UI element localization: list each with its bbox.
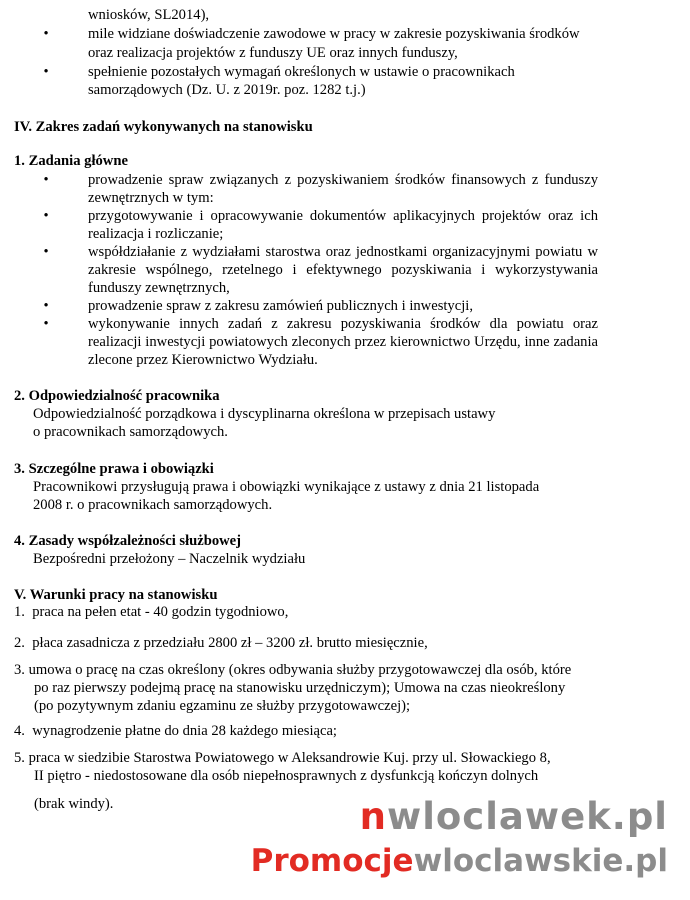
intro-bullet-3 [36,63,56,81]
intro-text: wniosków, SL2014), [88,7,210,23]
responsibility-line-1: Odpowiedzialność porządkowa i dyscyplinarna określona w przepisach ustawy [33,406,496,422]
condition-item-2 [14,634,428,652]
item-number: 2. [14,635,25,651]
intro-bullet-2 [36,25,56,43]
supervisor-line: Bezpośredni przełożony – Naczelnik wydziału [33,551,306,567]
intro-text-2b: oraz realizacja projektów z funduszy UE oraz innych funduszy, [88,45,458,61]
subsection-1-heading: 1. Zadania główne [14,153,128,169]
item-number: 4. [14,723,25,739]
list-item: • współdziałanie z wydziałami starostwa oraz jednostkami organizacyjnymi powiatu w zakresie wspólnego, rzetelnego i efektywnego pozyskiwania i wykorzystywania funduszy zewnętrznych, [0,243,690,297]
bullet-dot-icon: • [43,298,49,314]
item-text: umowa o pracę na czas określony (okres odbywania służby przygotowawczej dla osób, które [28,662,572,678]
subsection-4-heading: 4. Zasady współzależności służbowej [14,533,242,549]
item-number: 3. [14,662,25,678]
item-text: praca na pełen etat - 40 godzin tygodniowo, [32,604,289,620]
section-iv-heading: IV. Zakres zadań wykonywanych na stanowisku [14,119,313,135]
condition-item-1 [14,603,288,621]
subsection-2-heading: 2. Odpowiedzialność pracownika [14,388,220,404]
watermark-gray-part: wloclawskie.pl [413,843,668,879]
condition-item-4 [14,722,337,740]
watermark-logo-line-1 [359,795,668,838]
bullet-dot-icon: • [43,172,49,188]
tasks-list [0,171,690,369]
responsibility-line-2: o pracownikach samorządowych. [33,424,228,440]
bullet-dot-icon: • [43,316,49,332]
list-item: • prowadzenie spraw związanych z pozyskiwaniem środków finansowych z funduszy zewnętrznych w tym: [0,171,690,207]
bullet-dot-icon: • [43,244,49,260]
bullet-dot-icon: • [43,208,49,224]
elevator-note: (brak windy). [34,796,114,812]
item-text: (po pozytywnym zdaniu egzaminu ze służby przygotowawczej); [34,698,411,714]
item-text: wynagrodzenie płatne do dnia 28 każdego miesiąca; [32,723,337,739]
list-item: • prowadzenie spraw z zakresu zamówień publicznych i inwestycji, [0,297,690,315]
watermark-logo-line-2 [250,843,668,879]
subsection-3-heading: 3. Szczególne prawa i obowiązki [14,461,214,477]
watermark-red-part: Promocje [250,843,414,879]
list-item: • przygotowywanie i opracowywanie dokumentów aplikacyjnych projektów oraz ich realizacja i rozliczanie; [0,207,690,243]
item-text: po raz pierwszy podejmą pracę na stanowisku urzędniczym); Umowa na czas nieokreślony [34,680,566,696]
condition-item-5 [14,749,551,785]
bullet-dot-icon: • [43,64,49,80]
rights-line-2: 2008 r. o pracownikach samorządowych. [33,497,273,513]
bullet-dot-icon: • [43,26,49,42]
item-text: płaca zasadnicza z przedziału 2800 zł – 3200 zł. brutto miesięcznie, [32,635,428,651]
intro-line-1 [88,6,209,24]
watermark-gray-part: wloclawek.pl [387,795,668,838]
item-number: 5. [14,750,25,766]
item-number: 1. [14,604,25,620]
item-text: II piętro - niedostosowane dla osób niepełnosprawnych z dysfunkcją kończyn dolnych [34,768,539,784]
section-v-heading: V. Warunki pracy na stanowisku [14,587,218,603]
intro-text-3a: spełnienie pozostałych wymagań określonych w ustawie o pracownikach [88,64,515,80]
intro-text-2a: mile widziane doświadczenie zawodowe w pracy w zakresie pozyskiwania środków [88,26,580,42]
list-item: • wykonywanie innych zadań z zakresu pozyskiwania środków dla powiatu oraz realizacji inwestycji powiatowych zleconych przez kierownictwo Urzędu, inne zadania zlecone przez Kierownictwo Wydziału. [0,315,690,369]
rights-line-1: Pracownikowi przysługują prawa i obowiązki wynikające z ustawy z dnia 21 listopada [33,479,540,495]
intro-text-3b: samorządowych (Dz. U. z 2019r. poz. 1282 t.j.) [88,82,366,98]
watermark-red-part: n [359,795,388,838]
item-text: praca w siedzibie Starostwa Powiatowego w Aleksandrowie Kuj. przy ul. Słowackiego 8, [28,750,551,766]
condition-item-3 [14,661,571,715]
